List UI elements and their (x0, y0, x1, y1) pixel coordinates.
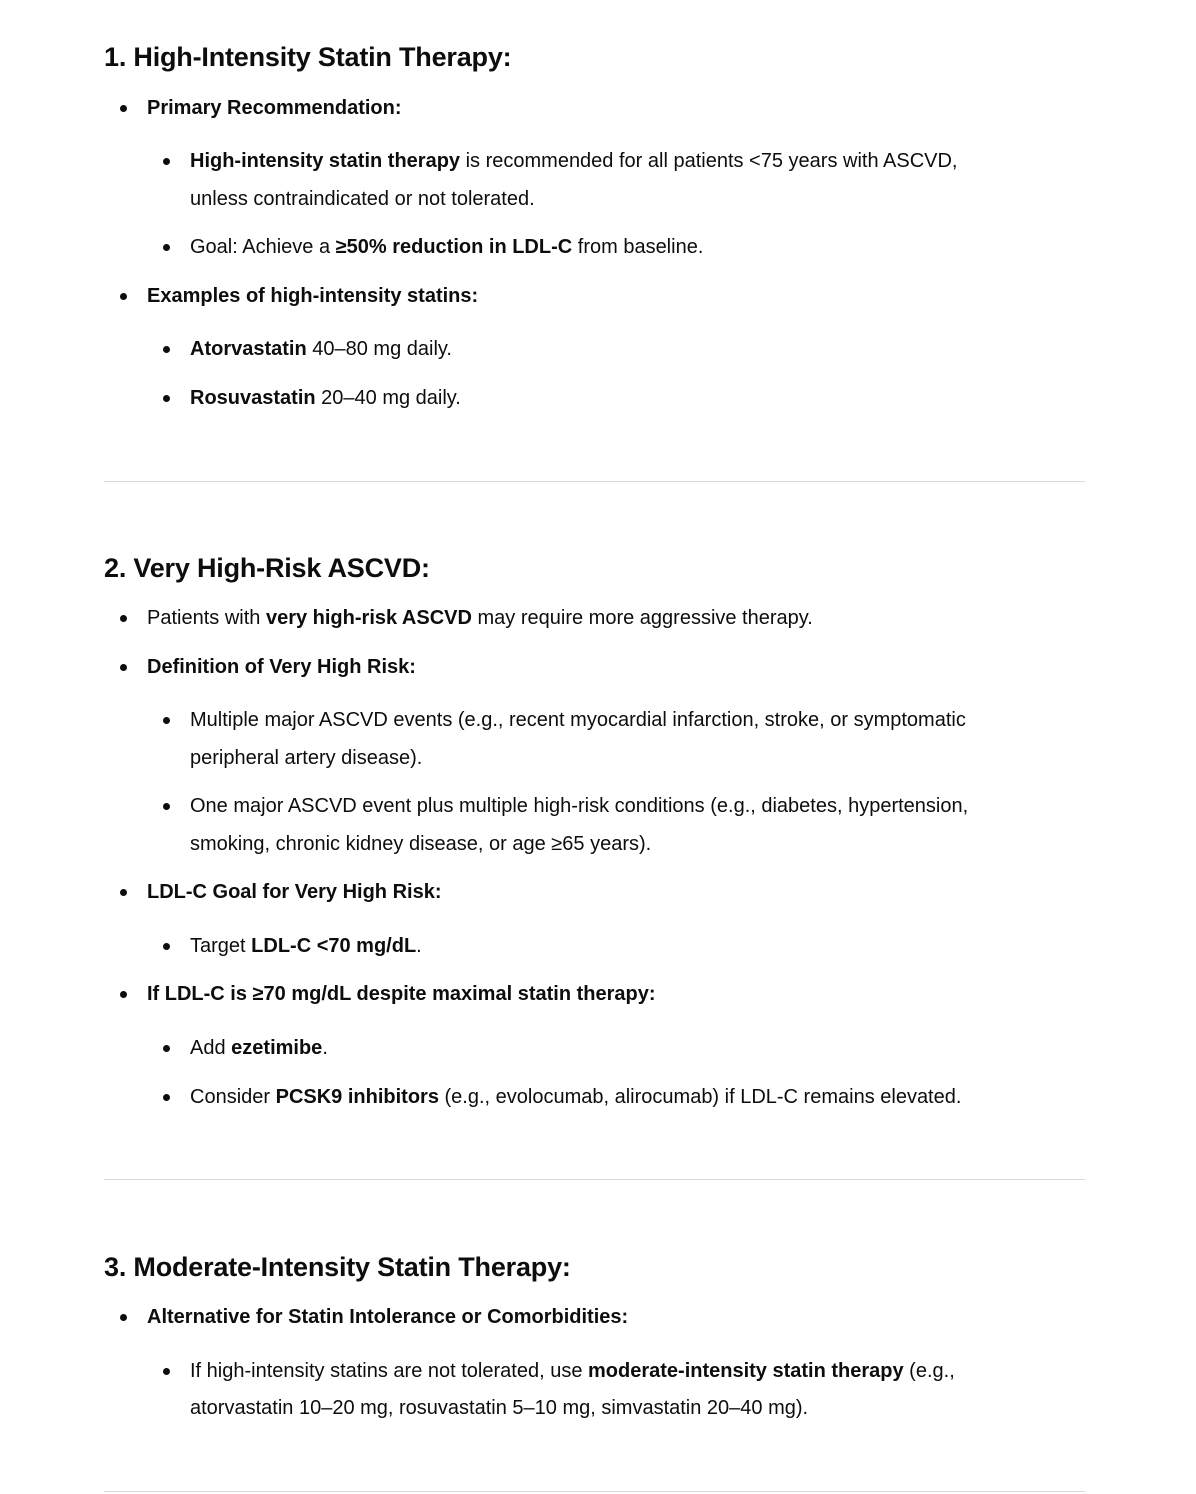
bullet (163, 1045, 170, 1052)
add-pre: Add (190, 1037, 232, 1059)
bullet (163, 244, 170, 251)
bullet (120, 1314, 127, 1321)
moderate-bold: moderate-intensity statin therapy (588, 1360, 904, 1382)
section-divider (104, 481, 1085, 482)
rosuvastatin-dose: 20–40 mg daily. (315, 387, 461, 409)
list-item-goal (190, 228, 703, 266)
def-1-text-cont: peripheral artery disease). (190, 747, 423, 769)
examples-label: Examples of high-intensity statins: (147, 285, 479, 307)
bullet (163, 158, 170, 165)
goal-bold: ≥50% reduction in LDL-C (335, 236, 573, 258)
ldl-goal-label: LDL-C Goal for Very High Risk: (147, 881, 442, 903)
section-heading-3: 3. Moderate-Intensity Statin Therapy: (104, 1252, 571, 1282)
def-1-text: Multiple major ASCVD events (e.g., recent myocardial infarction, stroke, or symptomatic (190, 709, 966, 731)
list-item-moderate (190, 1352, 955, 1390)
patients-bold: very high-risk ASCVD (265, 607, 472, 629)
list-item-def-1-cont (190, 739, 422, 777)
atorvastatin-dose: 40–80 mg daily. (306, 338, 452, 360)
primary-recommendation-label: Primary Recommendation: (147, 97, 402, 119)
add-post: . (322, 1037, 328, 1059)
consider-post: (e.g., evolocumab, alirocumab) if LDL-C remains elevated. (438, 1086, 962, 1108)
list-item-recommendation (190, 142, 957, 180)
target-bold: LDL-C <70 mg/dL (251, 935, 417, 957)
definition-label: Definition of Very High Risk: (147, 656, 416, 678)
patients-pre: Patients with (147, 607, 266, 629)
goal-pre: Goal: Achieve a (190, 236, 336, 258)
bullet (120, 615, 127, 622)
bullet (163, 1094, 170, 1101)
bullet (120, 105, 127, 112)
list-item-recommendation-cont (190, 180, 535, 218)
bullet (120, 991, 127, 998)
bullet (120, 293, 127, 300)
list-item-target (190, 927, 422, 965)
section-heading-2: 2. Very High-Risk ASCVD: (104, 553, 430, 583)
rosuvastatin-bold: Rosuvastatin (190, 387, 316, 409)
section-divider (104, 1491, 1085, 1492)
list-item-def-2 (190, 787, 968, 825)
alternative-label: Alternative for Statin Intolerance or Comorbidities: (147, 1306, 629, 1328)
list-item-ldl-goal (147, 873, 441, 911)
consider-pre: Consider (190, 1086, 276, 1108)
list-item-consider-pcsk9 (190, 1078, 961, 1116)
if-ldl-label: If LDL-C is ≥70 mg/dL despite maximal statin therapy: (147, 983, 656, 1005)
bullet (163, 1368, 170, 1375)
bullet (163, 395, 170, 402)
list-item-primary-recommendation (147, 89, 402, 127)
section-heading-1: 1. High-Intensity Statin Therapy: (104, 42, 512, 72)
bullet (120, 889, 127, 896)
atorvastatin-bold: Atorvastatin (190, 338, 307, 360)
list-item-atorvastatin (190, 330, 452, 368)
moderate-text-cont: atorvastatin 10–20 mg, rosuvastatin 5–10 mg, simvastatin 20–40 mg). (190, 1397, 809, 1419)
goal-post: from baseline. (572, 236, 704, 258)
def-2-text: One major ASCVD event plus multiple high-risk conditions (e.g., diabetes, hypertension, (190, 795, 969, 817)
list-item-patients (147, 599, 813, 637)
list-item-def-1 (190, 701, 966, 739)
bullet (163, 346, 170, 353)
bullet (163, 803, 170, 810)
list-item-definition (147, 648, 416, 686)
section-divider (104, 1179, 1085, 1180)
bullet (163, 717, 170, 724)
patients-post: may require more aggressive therapy. (471, 607, 813, 629)
list-item-moderate-cont (190, 1389, 808, 1427)
list-item-def-2-cont (190, 825, 651, 863)
list-item-examples (147, 277, 478, 315)
bullet (120, 664, 127, 671)
list-item-rosuvastatin (190, 379, 461, 417)
target-pre: Target (190, 935, 252, 957)
list-item-alternative (147, 1298, 628, 1336)
list-item-if-ldl (147, 975, 656, 1013)
target-post: . (416, 935, 422, 957)
moderate-post: (e.g., (903, 1360, 955, 1382)
def-2-text-cont: smoking, chronic kidney disease, or age ≥65 years). (190, 833, 652, 855)
moderate-pre: If high-intensity statins are not tolerated, use (190, 1360, 588, 1382)
consider-bold: PCSK9 inhibitors (275, 1086, 439, 1108)
list-item-add-ezetimibe (190, 1029, 328, 1067)
recommendation-text: is recommended for all patients <75 years with ASCVD, (460, 150, 958, 172)
recommendation-text-cont: unless contraindicated or not tolerated. (190, 188, 535, 210)
add-bold: ezetimibe (231, 1037, 323, 1059)
recommendation-bold: High-intensity statin therapy (190, 150, 461, 172)
bullet (163, 943, 170, 950)
